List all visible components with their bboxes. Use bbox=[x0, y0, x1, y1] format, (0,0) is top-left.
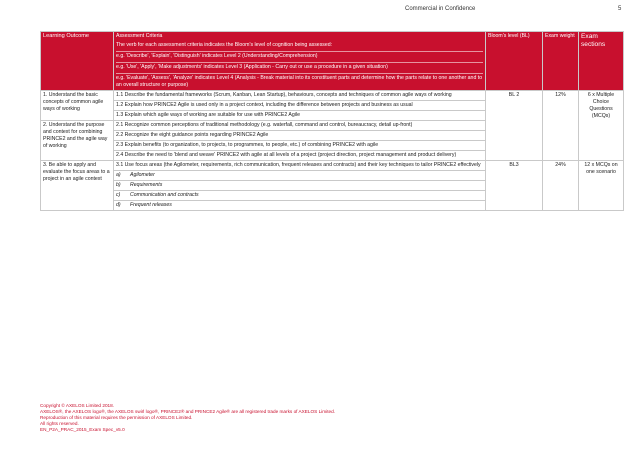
focus-area-item bbox=[114, 201, 486, 211]
footer-line: Copyright © AXELOS Limited 2018. bbox=[40, 403, 115, 408]
table-row bbox=[41, 91, 624, 101]
item-text: Requirements bbox=[130, 182, 163, 188]
criteria-cell: 1.2 Explain how PRINCE2 Agile is used only in a project context, including the difference between projects and business as usual bbox=[114, 101, 486, 111]
exam-spec-table bbox=[40, 31, 624, 211]
exam-sections-cell: 6 x Multiple Choice Questions (MCQs) bbox=[579, 91, 624, 161]
blooms-level-cell: BL3 bbox=[486, 161, 543, 211]
learning-outcome-cell: 3. Be able to apply and evaluate the focus areas to a project in an agile context bbox=[41, 161, 114, 211]
exam-sections-header: Exam sections bbox=[579, 32, 624, 91]
criteria-cell: 2.4 Describe the need to 'blend and weave' PRINCE2 with agile at all levels of a project (project direction, project management and product delivery) bbox=[114, 151, 486, 161]
item-text: Agilometer bbox=[130, 172, 155, 178]
item-text: Frequent releases bbox=[130, 202, 172, 208]
criteria-cell: 3.1 Use focus areas (the Agilometer, requirements, rich communication, frequent releases and contracts) and their key techniques to tailor PRINCE2 effectively bbox=[114, 161, 486, 171]
assessment-criteria-title: Assessment Criteria bbox=[116, 33, 163, 39]
exam-weight-cell: 24% bbox=[543, 161, 579, 211]
focus-area-item bbox=[114, 171, 486, 181]
footer-line: Reproduction of this material requires the permission of AXELOS Limited. bbox=[40, 415, 193, 420]
item-label: a) bbox=[116, 172, 121, 178]
footer-line: All rights reserved. bbox=[40, 421, 79, 426]
table-row bbox=[41, 161, 624, 171]
footer-line: AXELOS®, the AXELOS logo®, the AXELOS swirl logo®, PRINCE2® and PRINCE2 Agile® are all registered trade marks of AXELOS Limited. bbox=[40, 409, 336, 414]
ac-note: e.g. 'Use', 'Apply', 'Make adjustments' indicates Level 3 (Application - Carry out or use a procedure in a given situation) bbox=[116, 62, 483, 71]
focus-area-item bbox=[114, 191, 486, 201]
criteria-cell: 2.1 Recognize common perceptions of traditional methodology (e.g. waterfall, command and control, bureaucracy, detail up-front) bbox=[114, 121, 486, 131]
blooms-level-cell: BL 2 bbox=[486, 91, 543, 161]
table-header-row bbox=[41, 32, 624, 91]
item-text: Communication and contracts bbox=[130, 192, 199, 198]
exam-weight-cell: 12% bbox=[543, 91, 579, 161]
copyright-footer bbox=[40, 403, 335, 433]
criteria-cell: 2.3 Explain benefits (to organization, to projects, to programmes, to people, etc.) of combining PRINCE2 with agile bbox=[114, 141, 486, 151]
ac-note: e.g. 'Evaluate', 'Assess', 'Analyze' indicates Level 4 (Analysis - Break material into its constituent parts and determine how the parts relate to one another and to an overall structure or purpose) bbox=[116, 75, 483, 88]
learning-outcome-cell: 2. Understand the purpose and context for combining PRINCE2 and the agile way of working bbox=[41, 121, 114, 161]
focus-area-item bbox=[114, 181, 486, 191]
learning-outcome-header: Learning Outcome bbox=[41, 32, 114, 91]
exam-weight-header: Exam weight bbox=[543, 32, 579, 91]
ac-note: The verb for each assessment criteria indicates the Bloom's level of cognition being assessed: bbox=[116, 42, 333, 48]
criteria-cell: 1.1 Describe the fundamental frameworks (Scrum, Kanban, Lean Startup), behaviours, concepts and techniques of common agile ways of working bbox=[114, 91, 486, 101]
exam-sections-cell: 12 x MCQs on one scenario bbox=[579, 161, 624, 211]
confidentiality-label: Commercial in Confidence bbox=[405, 6, 476, 12]
page-number: 5 bbox=[618, 6, 622, 12]
item-label: c) bbox=[116, 192, 121, 198]
assessment-criteria-header bbox=[114, 32, 486, 91]
criteria-cell: 2.2 Recognize the eight guidance points regarding PRINCE2 Agile bbox=[114, 131, 486, 141]
item-label: b) bbox=[116, 182, 121, 188]
footer-line: EN_P2A_PRAC_2015_Exam Spec_v5.0 bbox=[40, 427, 125, 432]
blooms-level-header: Bloom's level (BL) bbox=[486, 32, 543, 91]
ac-note: e.g. 'Describe', 'Explain', 'Distinguish' indicates Level 2 (Understanding/Comprehension) bbox=[116, 51, 483, 60]
criteria-cell: 1.3 Explain which agile ways of working are suitable for use with PRINCE2 Agile bbox=[114, 111, 486, 121]
learning-outcome-cell: 1. Understand the basic concepts of common agile ways of working bbox=[41, 91, 114, 121]
item-label: d) bbox=[116, 202, 121, 208]
